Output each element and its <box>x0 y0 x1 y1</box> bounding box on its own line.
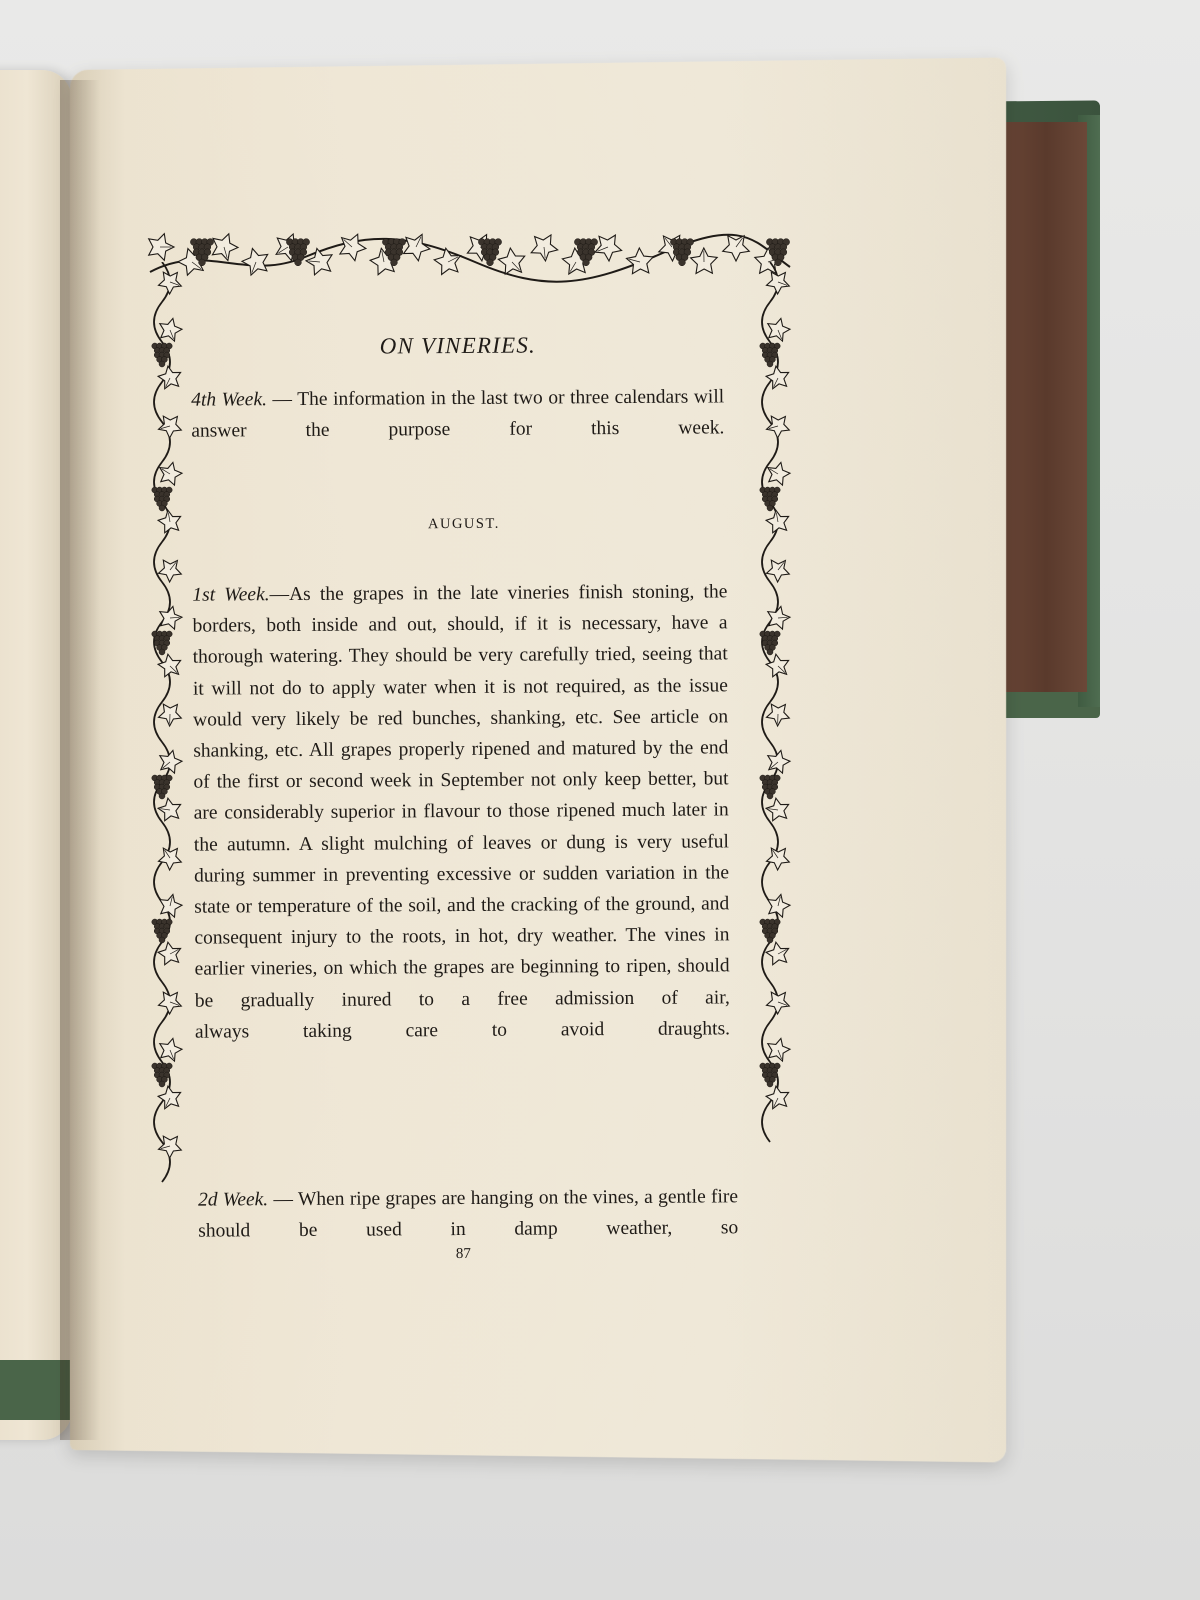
entry-2d-week <box>198 1181 738 1247</box>
page-number: 87 <box>455 1245 471 1263</box>
entry-label: 1st Week. <box>192 584 270 606</box>
entry-body: When ripe grapes are hanging on the vines, a gentle fire should be used in damp weather, so <box>198 1186 739 1242</box>
entry-label: 2d Week. <box>197 1189 269 1211</box>
entry-separator: — <box>268 1188 298 1211</box>
entry-separator: — <box>269 584 290 606</box>
running-title: ON VINERIES. <box>379 332 537 359</box>
entry-body: As the grapes in the late vineries finish stoning, the borders, both inside and out, should, if it is necessary, have a thorough watering. They should be very carefully tried, seeing that it will not do to apply water when it is not required, as the issue would very likely be red bunches, shanking, etc. See article on shanking, etc. All grapes properly ripened and matured by the end of the first or second week in September not only keep better, but are considerably superior in flavour to those ripened much later in the autumn. A slight mulching of leaves or dung is very useful during summer in preventing excessive or sudden variation in the state or temperature of the soil, and the cracking of the ground, and consequent injury to the roots, in hot, dry weather. The vines in earlier vineries, on which the grapes are beginning to ripen, should be gradually inured to a free admission of air, <box>192 581 730 1012</box>
entry-separator: — <box>266 388 298 411</box>
month-heading: AUGUST. <box>427 515 500 533</box>
entry-label: 4th Week. <box>191 389 268 411</box>
entry-4th-week <box>191 381 724 447</box>
entry-body-last-line: always taking care to avoid draughts. <box>194 1018 731 1043</box>
entry-body: The information in the last two or three calendars will answer the purpose for this week. <box>191 386 725 442</box>
entry-1st-week <box>192 576 730 1047</box>
